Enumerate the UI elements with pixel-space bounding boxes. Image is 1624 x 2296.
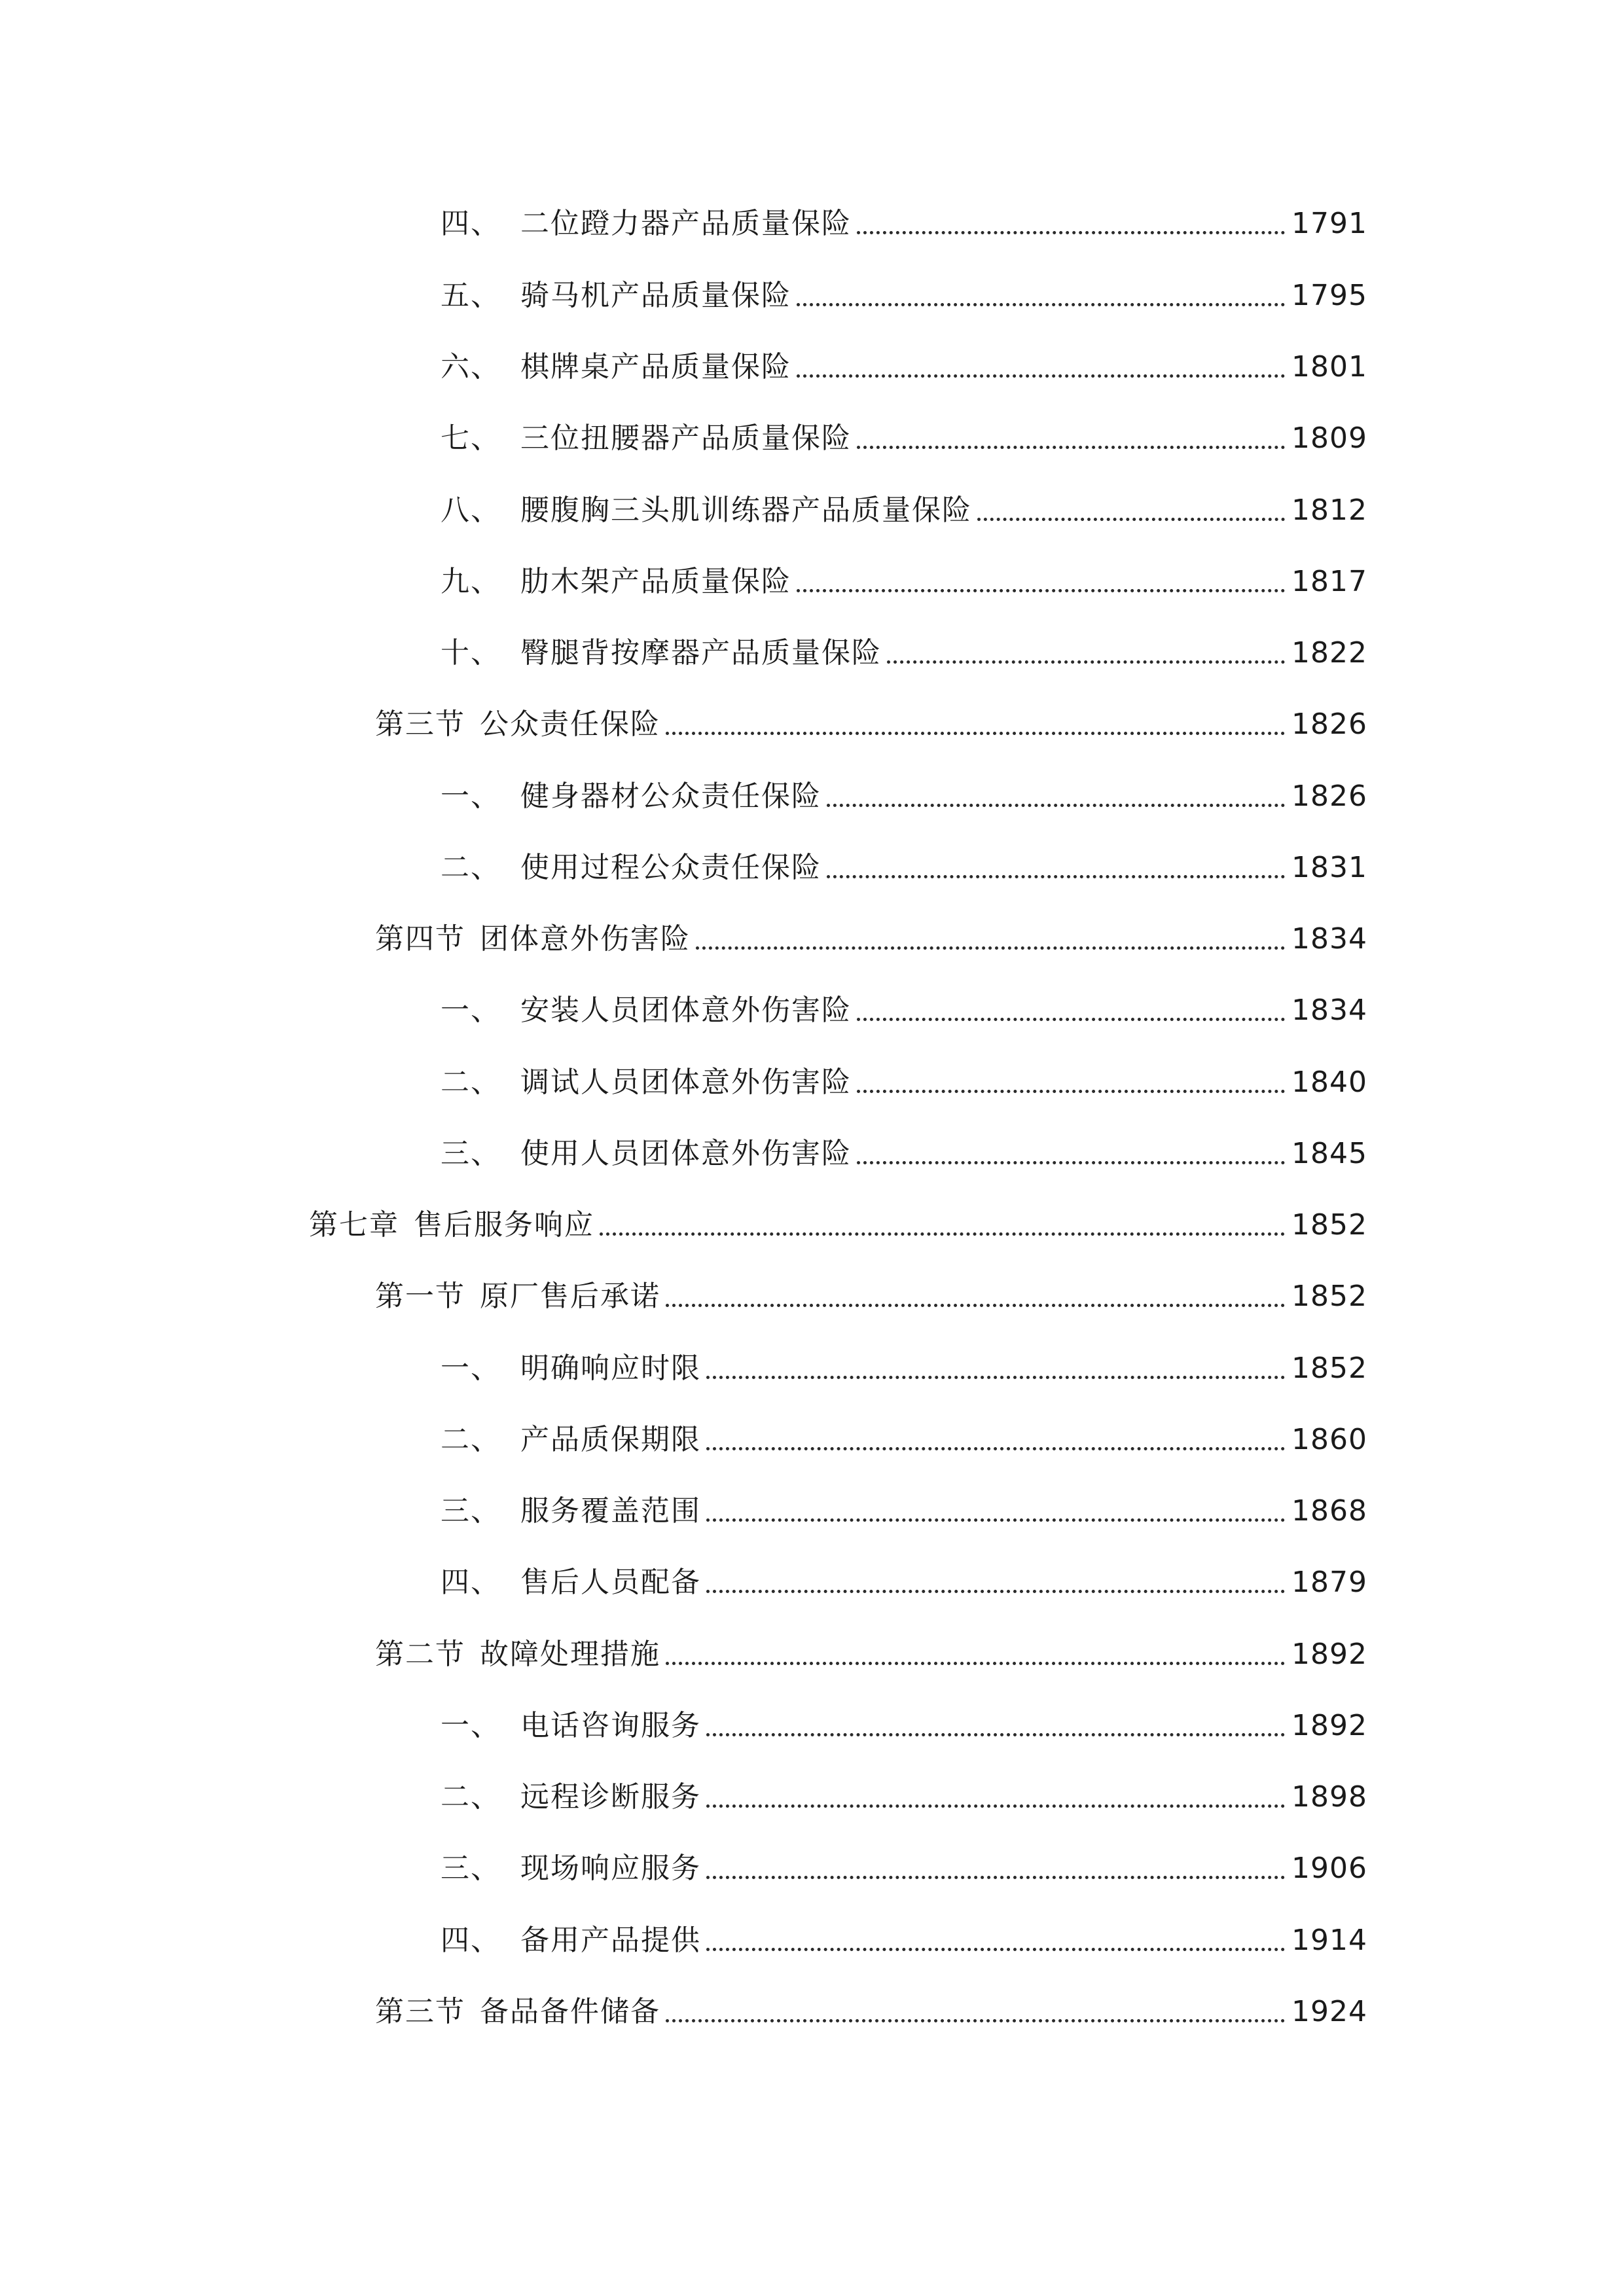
toc-entry-page: 1795	[1291, 279, 1367, 312]
toc-entry-page: 1826	[1291, 780, 1367, 813]
toc-entry[interactable]	[441, 333, 1367, 386]
dot-leader	[706, 1948, 1285, 1951]
toc-entry-title: 臀腿背按摩器产品质量保险	[520, 636, 882, 670]
toc-entry-page: 1831	[1291, 851, 1367, 884]
toc-entry-title: 售后服务响应	[414, 1208, 594, 1242]
toc-entry-number: 二、	[441, 1780, 501, 1814]
toc-entry-number: 第二节	[375, 1638, 465, 1671]
toc-entry[interactable]	[441, 1907, 1367, 1959]
dot-leader	[706, 1804, 1285, 1808]
dot-leader	[857, 231, 1285, 234]
toc-entry-title: 使用人员团体意外伤害险	[520, 1137, 852, 1170]
toc-entry[interactable]	[441, 977, 1367, 1029]
toc-entry-page: 1860	[1291, 1423, 1367, 1456]
toc-entry-page: 1809	[1291, 422, 1367, 455]
toc-entry-title: 公众责任保险	[480, 708, 660, 741]
toc-entry-number: 六、	[441, 350, 501, 384]
toc-entry-title: 二位蹬力器产品质量保险	[520, 207, 852, 240]
toc-section-entry[interactable]	[375, 905, 1367, 958]
toc-entry[interactable]	[441, 1835, 1367, 1887]
toc-entry-page: 1852	[1291, 1352, 1367, 1385]
toc-entry-number: 三、	[441, 1137, 501, 1170]
toc-entry-page: 1834	[1291, 922, 1367, 956]
toc-entry-title: 棋牌桌产品质量保险	[520, 350, 791, 384]
dot-leader	[706, 1590, 1285, 1593]
toc-entry-number: 三、	[441, 1852, 501, 1885]
toc-entry-number: 二、	[441, 1423, 501, 1456]
toc-entry-number: 二、	[441, 851, 501, 884]
toc-entry[interactable]	[441, 834, 1367, 886]
toc-entry-title: 使用过程公众责任保险	[520, 851, 821, 884]
toc-entry-title: 调试人员团体意外伤害险	[520, 1066, 852, 1099]
toc-entry-page: 1914	[1291, 1924, 1367, 1957]
toc-entry-title: 肋木架产品质量保险	[520, 565, 791, 598]
toc-section-entry[interactable]	[375, 1621, 1367, 1673]
dot-leader	[857, 1090, 1285, 1093]
toc-entry[interactable]	[441, 1763, 1367, 1816]
toc-entry-page: 1845	[1291, 1137, 1367, 1170]
toc-entry[interactable]	[441, 1692, 1367, 1744]
toc-entry-title: 安装人员团体意外伤害险	[520, 994, 852, 1027]
toc-entry-page: 1822	[1291, 636, 1367, 670]
toc-entry[interactable]	[441, 1477, 1367, 1530]
toc-entry[interactable]	[441, 190, 1367, 242]
toc-entry[interactable]	[441, 1549, 1367, 1601]
toc-entry-title: 售后人员配备	[520, 1566, 701, 1599]
toc-entry-number: 一、	[441, 994, 501, 1027]
toc-entry-page: 1879	[1291, 1566, 1367, 1599]
dot-leader	[666, 1662, 1285, 1665]
toc-entry-number: 第一节	[375, 1280, 465, 1313]
toc-entry-number: 五、	[441, 279, 501, 312]
toc-entry-number: 第三节	[375, 708, 465, 741]
toc-entry-title: 骑马机产品质量保险	[520, 279, 791, 312]
dot-leader	[706, 1876, 1285, 1879]
toc-entry[interactable]	[441, 1120, 1367, 1172]
dot-leader	[857, 1161, 1285, 1164]
toc-section-entry[interactable]	[375, 1978, 1367, 2030]
toc-entry-title: 健身器材公众责任保险	[520, 780, 821, 813]
dot-leader	[666, 1304, 1285, 1307]
dot-leader	[977, 518, 1285, 521]
toc-entry-number: 一、	[441, 1352, 501, 1385]
dot-leader	[797, 589, 1285, 592]
toc-entry-number: 八、	[441, 493, 501, 527]
toc-entry-page: 1898	[1291, 1780, 1367, 1814]
toc-entry-number: 七、	[441, 422, 501, 455]
toc-entry-title: 明确响应时限	[520, 1352, 701, 1385]
toc-entry-title: 故障处理措施	[480, 1638, 660, 1671]
toc-entry-title: 备用产品提供	[520, 1924, 701, 1957]
toc-entry-number: 第七章	[309, 1208, 399, 1242]
toc-entry-page: 1852	[1291, 1280, 1367, 1313]
dot-leader	[887, 660, 1285, 664]
toc-entry[interactable]	[441, 476, 1367, 529]
dot-leader	[696, 946, 1285, 950]
toc-entry-page: 1812	[1291, 493, 1367, 527]
dot-leader	[857, 1018, 1285, 1021]
dot-leader	[706, 1518, 1285, 1522]
toc-entry[interactable]	[441, 1335, 1367, 1387]
toc-entry-page: 1801	[1291, 350, 1367, 384]
toc-entry-number: 四、	[441, 1566, 501, 1599]
dot-leader	[797, 374, 1285, 378]
toc-entry[interactable]	[441, 262, 1367, 314]
dot-leader	[827, 875, 1285, 878]
dot-leader	[600, 1232, 1285, 1236]
toc-entry-page: 1852	[1291, 1208, 1367, 1242]
toc-entry-title: 三位扭腰器产品质量保险	[520, 422, 852, 455]
toc-entry[interactable]	[441, 404, 1367, 457]
toc-entry-number: 四、	[441, 1924, 501, 1957]
toc-entry-title: 产品质保期限	[520, 1423, 701, 1456]
toc-entry[interactable]	[441, 762, 1367, 815]
dot-leader	[666, 732, 1285, 735]
toc-entry-number: 十、	[441, 636, 501, 670]
dot-leader	[706, 1376, 1285, 1379]
toc-entry-title: 服务覆盖范围	[520, 1494, 701, 1528]
toc-entry[interactable]	[441, 619, 1367, 672]
toc-chapter-entry[interactable]	[309, 1191, 1367, 1244]
toc-section-entry[interactable]	[375, 691, 1367, 743]
toc-entry-page: 1817	[1291, 565, 1367, 598]
toc-entry-page: 1906	[1291, 1852, 1367, 1885]
toc-entry-number: 第四节	[375, 922, 465, 956]
toc-entry-title: 电话咨询服务	[520, 1709, 701, 1742]
toc-entry-page: 1826	[1291, 708, 1367, 741]
toc-entry-number: 二、	[441, 1066, 501, 1099]
toc-entry-number: 四、	[441, 207, 501, 240]
toc-entry[interactable]	[441, 1049, 1367, 1101]
toc-entry-title: 远程诊断服务	[520, 1780, 701, 1814]
toc-entry-page: 1840	[1291, 1066, 1367, 1099]
toc-entry-title: 现场响应服务	[520, 1852, 701, 1885]
toc-entry-number: 第三节	[375, 1995, 465, 2028]
toc-entry[interactable]	[441, 548, 1367, 600]
toc-entry-page: 1892	[1291, 1638, 1367, 1671]
dot-leader	[666, 2019, 1285, 2022]
toc-entry-number: 三、	[441, 1494, 501, 1528]
toc-entry-number: 一、	[441, 1709, 501, 1742]
toc-entry-title: 备品备件储备	[480, 1995, 660, 2028]
dot-leader	[827, 804, 1285, 807]
toc-entry-title: 原厂售后承诺	[480, 1280, 660, 1313]
dot-leader	[706, 1447, 1285, 1450]
toc-entry-page: 1868	[1291, 1494, 1367, 1528]
dot-leader	[706, 1733, 1285, 1736]
dot-leader	[857, 446, 1285, 449]
toc-entry-title: 腰腹胸三头肌训练器产品质量保险	[520, 493, 972, 527]
toc-entry[interactable]	[441, 1406, 1367, 1458]
toc-entry-number: 九、	[441, 565, 501, 598]
toc-entry-page: 1924	[1291, 1995, 1367, 2028]
dot-leader	[797, 303, 1285, 306]
toc-entry-number: 一、	[441, 780, 501, 813]
toc-entry-page: 1892	[1291, 1709, 1367, 1742]
toc-entry-page: 1791	[1291, 207, 1367, 240]
toc-entry-title: 团体意外伤害险	[480, 922, 691, 956]
toc-section-entry[interactable]	[375, 1263, 1367, 1315]
toc-entry-page: 1834	[1291, 994, 1367, 1027]
